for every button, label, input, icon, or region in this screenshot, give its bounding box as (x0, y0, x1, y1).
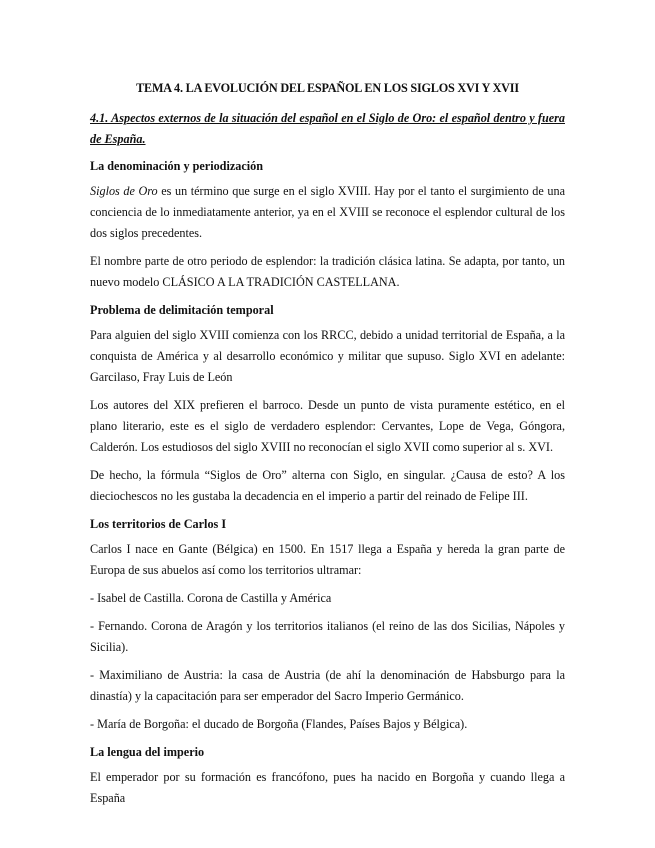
section-heading: 4.1. Aspectos externos de la situación del español en el Siglo de Oro: el español dentro y fuera de España. (90, 111, 565, 146)
page-title: TEMA 4. LA EVOLUCIÓN DEL ESPAÑOL EN LOS SIGLOS XVI Y XVII (136, 81, 519, 95)
subheading-territorios: Los territorios de Carlos I (90, 517, 227, 531)
list-item: - Isabel de Castilla. Corona de Castilla y América (90, 591, 332, 605)
list-item: - María de Borgoña: el ducado de Borgoña (Flandes, Países Bajos y Bélgica). (90, 717, 468, 731)
subheading-problema: Problema de delimitación temporal (90, 303, 274, 317)
paragraph-text: es un término que surge en el siglo XVIII. Hay por el tanto el surgimiento de una conciencia de lo inmediatamente anterior, ya en el XVIII se reconoce el esplendor cultural de los dos siglos precedentes. (90, 184, 565, 240)
document-page (90, 78, 565, 816)
paragraph-siglos-de-oro (90, 181, 565, 244)
paragraph-nombre: El nombre parte de otro periodo de esplendor: la tradición clásica latina. Se adapta, por tanto, un nuevo modelo CLÁSICO A LA TRADICIÓN CASTELLANA. (90, 254, 565, 289)
paragraph-carlos: Carlos I nace en Gante (Bélgica) en 1500. En 1517 llega a España y hereda la gran parte de Europa de sus abuelos así como los territorios ultramar: (90, 542, 565, 577)
subheading-denominacion: La denominación y periodización (90, 159, 264, 173)
paragraph-formula: De hecho, la fórmula “Siglos de Oro” alterna con Siglo, en singular. ¿Causa de esto? A los dieciochescos no les gustaba la decadencia en el imperio a partir del reinado de Felipe III. (90, 468, 565, 503)
subheading-lengua: La lengua del imperio (90, 745, 205, 759)
list-item: - Maximiliano de Austria: la casa de Austria (de ahí la denominación de Habsburgo para la dinastía) y la capacitación para ser emperador del Sacro Imperio Germánico. (90, 668, 565, 703)
italic-term: Siglos de Oro (90, 184, 158, 198)
paragraph-barroco: Los autores del XIX prefieren el barroco. Desde un punto de vista puramente estético, en el plano literario, este es el siglo de verdadero esplendor: Cervantes, Lope de Vega, Góngora, Calderón. Los estudiosos del siglo XVIII no reconocían el siglo XVII como superior al s. XVI. (90, 398, 565, 454)
list-item: - Fernando. Corona de Aragón y los territorios italianos (el reino de las dos Sicilias, Nápoles y Sicilia). (90, 619, 565, 654)
paragraph-emperador: El emperador por su formación es francófono, pues ha nacido en Borgoña y cuando llega a España (90, 770, 565, 805)
paragraph-rrcc: Para alguien del siglo XVIII comienza con los RRCC, debido a unidad territorial de España, a la conquista de América y al desarrollo económico y militar que supuso. Siglo XVI en adelante: Garcilaso, Fray Luis de León (90, 328, 565, 384)
